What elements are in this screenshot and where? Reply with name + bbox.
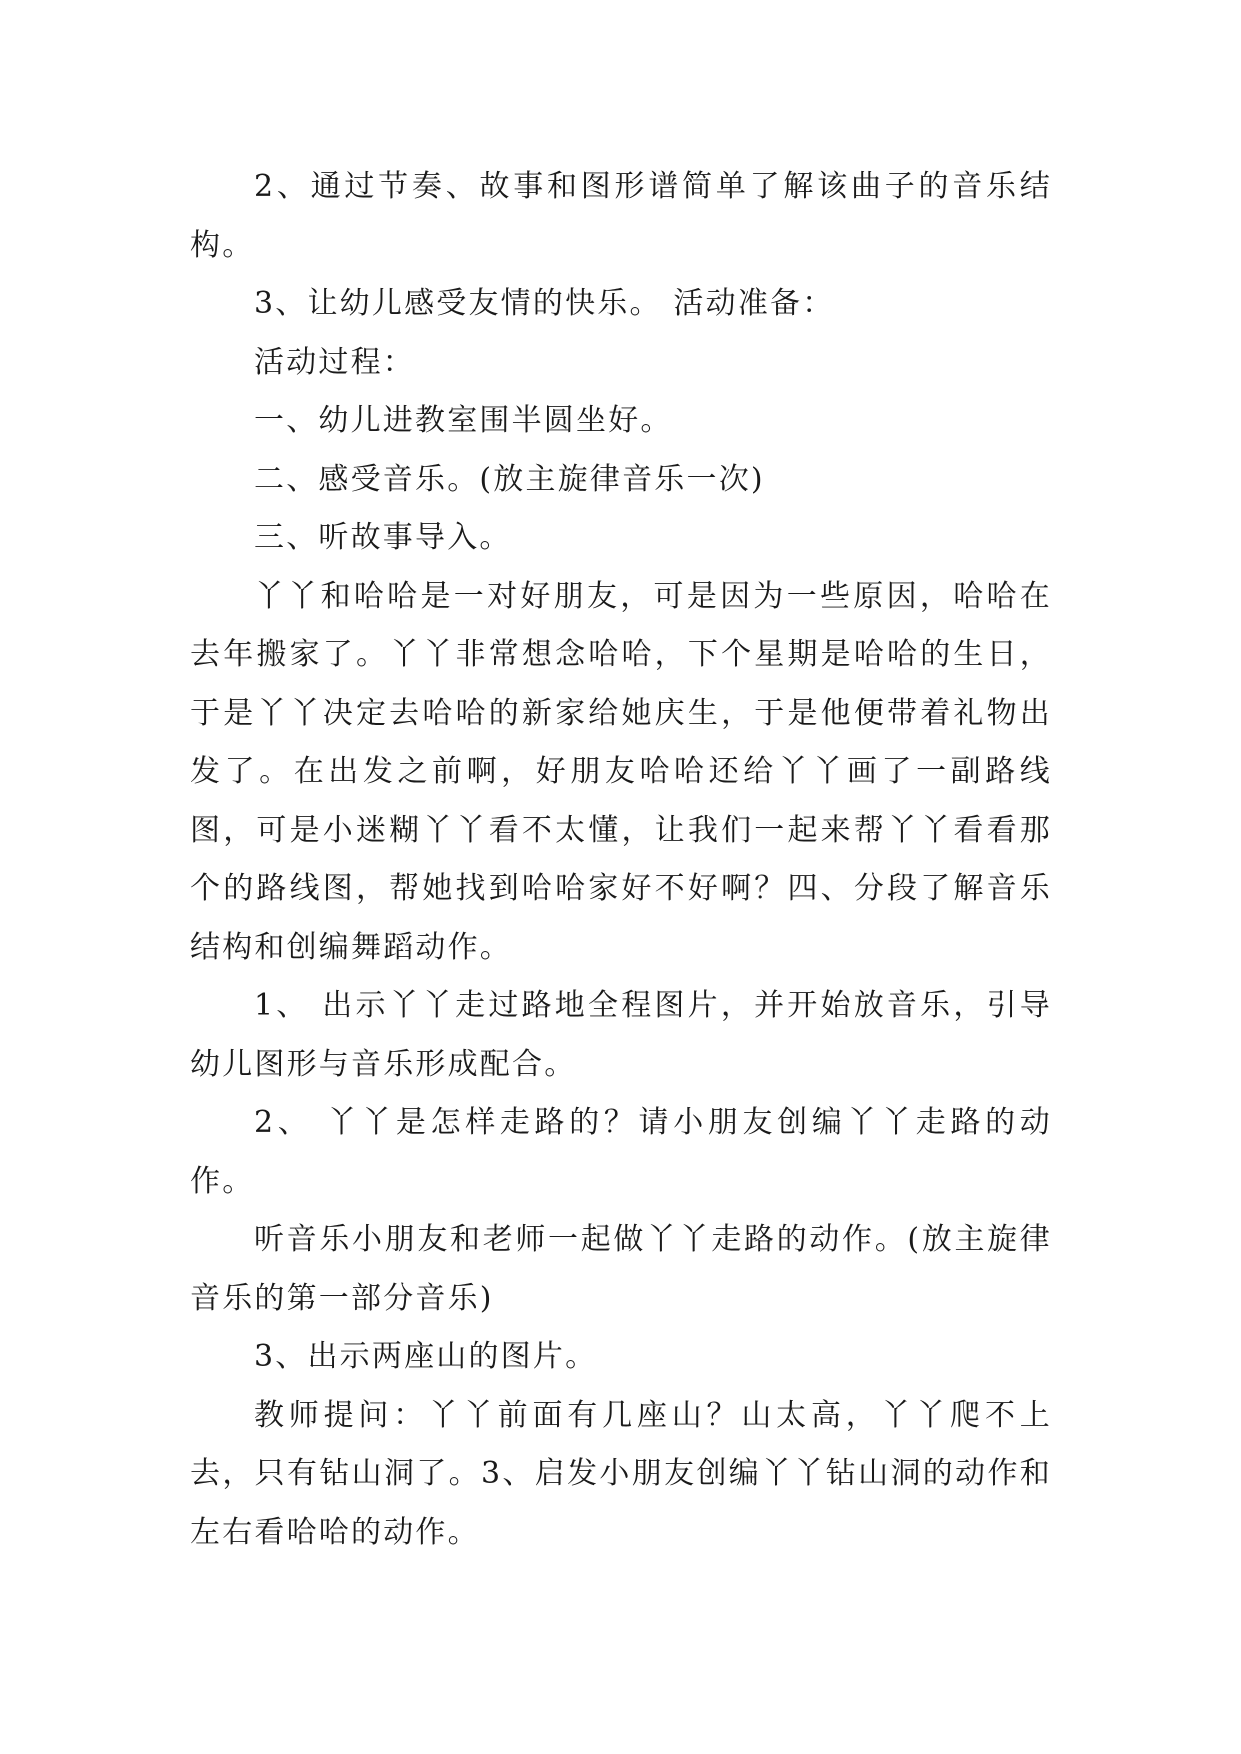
paragraph-goal-2: 2、通过节奏、故事和图形谱简单了解该曲子的音乐结构。 <box>190 169 1052 263</box>
paragraph-goal-3: 3、让幼儿感受友情的快乐。 活动准备： <box>254 286 835 321</box>
paragraph-substep-3: 3、出示两座山的图片。 <box>254 1339 598 1374</box>
paragraph-step-3: 三、听故事导入。 <box>254 520 512 555</box>
paragraph-step-1: 一、幼儿进教室围半圆坐好。 <box>254 403 673 438</box>
paragraph-listen-music: 听音乐小朋友和老师一起做丫丫走路的动作。(放主旋律音乐的第一部分音乐) <box>190 1222 1052 1316</box>
paragraph-story: 丫丫和哈哈是一对好朋友，可是因为一些原因，哈哈在去年搬家了。丫丫非常想念哈哈，下个星期是哈哈的生日，于是丫丫决定去哈哈的新家给她庆生，于是他便带着礼物出发了。在出发之前啊，好朋友哈哈还给丫丫画了一副路线图，可是小迷糊丫丫看不太懂，让我们一起来帮丫丫看看那个的路线图，帮她找到哈哈家好不好啊？四、分段了解音乐结构和创编舞蹈动作。 <box>190 578 1052 965</box>
document-body <box>190 158 1052 1562</box>
paragraph-substep-1: 1、 出示丫丫走过路地全程图片，并开始放音乐，引导幼儿图形与音乐形成配合。 <box>190 988 1052 1082</box>
paragraph-step-2: 二、感受音乐。(放主旋律音乐一次) <box>254 461 765 497</box>
paragraph-process-heading: 活动过程： <box>254 344 415 380</box>
paragraph-substep-2: 2、 丫丫是怎样走路的？请小朋友创编丫丫走路的动作。 <box>190 1105 1052 1199</box>
paragraph-teacher-question: 教师提问：丫丫前面有几座山？山太高，丫丫爬不上去，只有钻山洞了。3、启发小朋友创编丫丫钻山洞的动作和左右看哈哈的动作。 <box>190 1397 1052 1550</box>
